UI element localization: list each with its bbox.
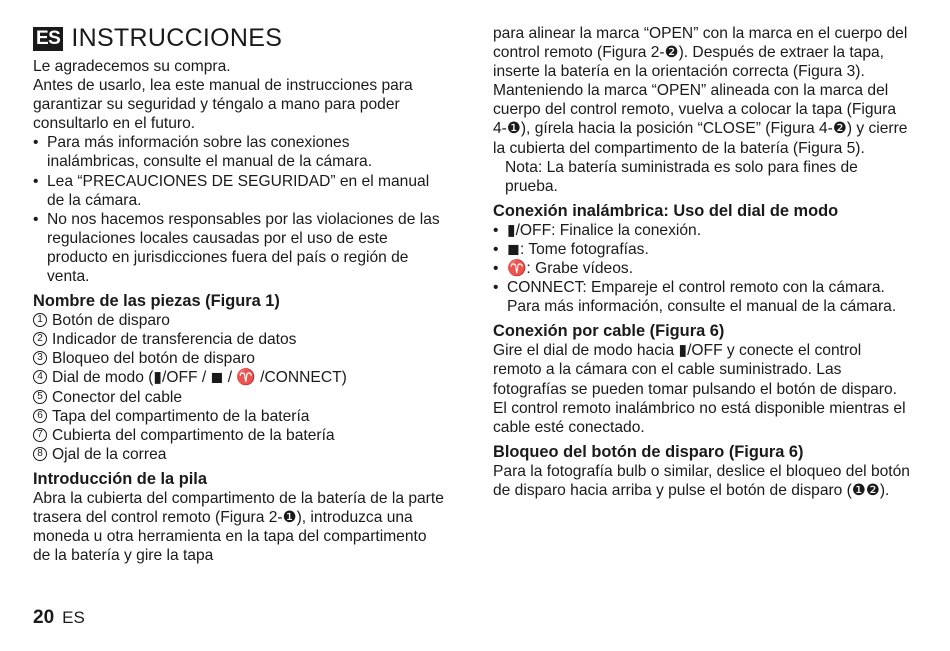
part-number: 3 xyxy=(33,351,47,365)
part-text: Conector del cable xyxy=(52,388,183,406)
part-item xyxy=(33,311,445,330)
mode-item: • ▮/OFF: Finalice la conexión. xyxy=(493,221,913,240)
bullet-item: • Para más información sobre las conexiones inalámbricas, consulte el manual de la cámara. xyxy=(33,133,445,171)
right-column xyxy=(493,24,913,500)
bullet-item: • No nos hacemos responsables por las violaciones de las regulaciones locales causadas por el uso de este producto en jurisdicciones fuera del país o región de venta. xyxy=(33,210,445,286)
part-text: Tapa del compartimento de la batería xyxy=(52,407,310,425)
left-column xyxy=(33,22,445,565)
part-item xyxy=(33,426,445,445)
part-item xyxy=(33,407,445,426)
wireless-list xyxy=(493,221,913,316)
part-text: Indicador de transferencia de datos xyxy=(52,331,297,349)
lock-heading: Bloqueo del botón de disparo (Figura 6) xyxy=(493,442,804,461)
lock-paragraph: Para la fotografía bulb o similar, deslice el bloqueo del botón de disparo hacia arriba y pulse el botón de disparo (❶❷). xyxy=(493,462,910,499)
battery-heading: Introducción de la pila xyxy=(33,469,207,488)
part-text: Cubierta del compartimento de la batería xyxy=(52,426,335,444)
page-title: INSTRUCCIONES xyxy=(71,24,283,53)
part-number: 1 xyxy=(33,313,47,327)
intro-line-1: Le agradecemos su compra. xyxy=(33,58,231,75)
cable-heading: Conexión por cable (Figura 6) xyxy=(493,322,725,341)
footer-lang: ES xyxy=(62,608,85,627)
language-badge: ES xyxy=(33,27,63,51)
part-number: 7 xyxy=(33,428,47,442)
part-text: Dial de modo (▮/OFF / ◼ / ♈ /CONNECT) xyxy=(52,369,347,387)
mode-item: • CONNECT: Empareje el control remoto con la cámara. Para más información, consulte el manual de la cámara. xyxy=(493,278,913,316)
part-item xyxy=(33,330,445,349)
part-text: Ojal de la correa xyxy=(52,445,167,463)
parts-list xyxy=(33,311,445,464)
bullet-item: • Lea “PRECAUCIONES DE SEGURIDAD” en el manual de la cámara. xyxy=(33,172,445,210)
part-number: 6 xyxy=(33,409,47,423)
intro-bullets xyxy=(33,133,445,286)
page-footer xyxy=(33,607,85,629)
page-number: 20 xyxy=(33,607,55,628)
parts-heading: Nombre de las piezas (Figura 1) xyxy=(33,292,280,311)
battery-paragraph: Abra la cubierta del compartimento de la batería de la parte trasera del control remoto (Figura 2-❶), introduzca una moneda u otra herramienta en la tapa del compartimento de la batería y gire la tapa xyxy=(33,489,444,565)
part-item xyxy=(33,368,445,387)
part-number: 4 xyxy=(33,370,47,384)
part-number: 8 xyxy=(33,447,47,461)
mode-item: • ♈: Grabe vídeos. xyxy=(493,259,913,278)
wireless-heading: Conexión inalámbrica: Uso del dial de modo xyxy=(493,201,839,220)
battery-paragraph-continued: para alinear la marca “OPEN” con la marca en el cuerpo del control remoto (Figura 2-❷). Después de extraer la tapa, inserte la batería en la orientación correcta (Figura 3). Manteniendo la marca “OPEN” alineada con la marca del cuerpo del control remoto, vuelva a colocar la tapa (Figura 4-❶), gírela hacia la posición “CLOSE” (Figura 4-❷) y cierre la cubierta del compartimento de la batería (Figura 5). xyxy=(493,25,908,157)
mode-item: • ◼: Tome fotografías. xyxy=(493,240,913,259)
part-item xyxy=(33,445,445,464)
part-number: 2 xyxy=(33,332,47,346)
part-text: Botón de disparo xyxy=(52,312,170,330)
cable-paragraph: Gire el dial de modo hacia ▮/OFF y conecte el control remoto a la cámara con el cable suministrado. Las fotografías se pueden tomar pulsando el botón de disparo. El control remoto inalámbrico no está disponible mientras el cable esté conectado. xyxy=(493,342,906,436)
title-row xyxy=(33,22,445,56)
part-number: 5 xyxy=(33,390,47,404)
part-item xyxy=(33,388,445,407)
part-item xyxy=(33,349,445,368)
intro-line-2: Antes de usarlo, lea este manual de instrucciones para garantizar su seguridad y téngalo a mano para poder consultarlo en el futuro. xyxy=(33,77,413,133)
part-text: Bloqueo del botón de disparo xyxy=(52,350,255,368)
battery-note: Nota: La batería suministrada es solo para fines de prueba. xyxy=(505,158,858,195)
